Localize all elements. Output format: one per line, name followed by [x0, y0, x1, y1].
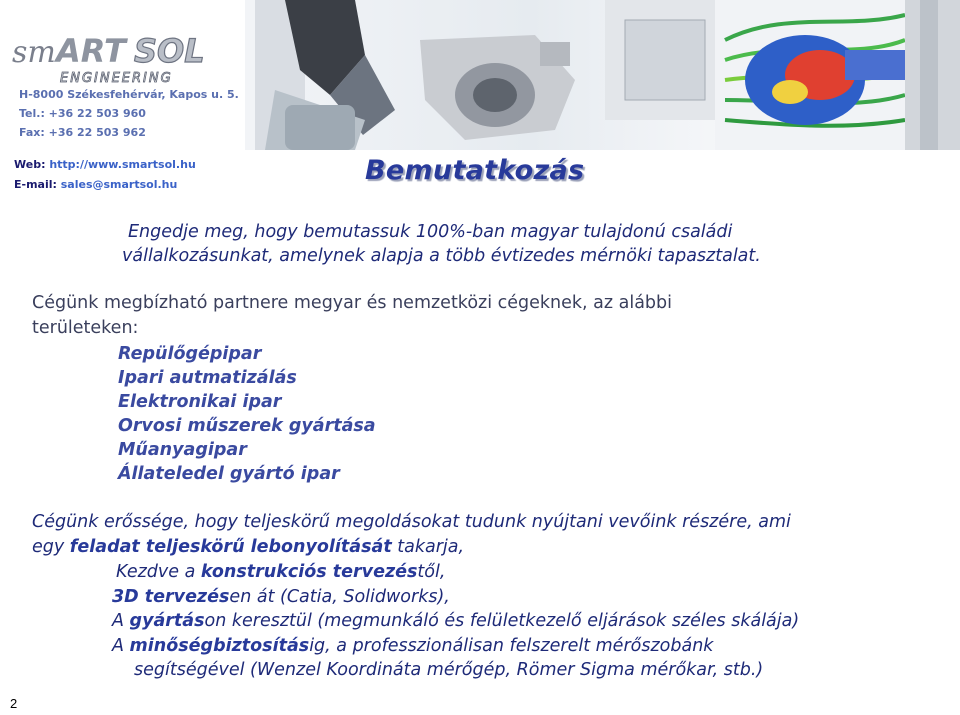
fax-text: Fax: +36 22 503 962 [19, 126, 146, 139]
email-link[interactable]: sales@smartsol.hu [60, 178, 178, 191]
intro-line-2: vállalkozásunkat, amelynek alapja a több évtizedes mérnöki tapasztalat. [122, 246, 761, 266]
area-item-plastics: Műanyagipar [118, 440, 247, 460]
logo-text-sm: sm [12, 35, 56, 70]
email-line [14, 178, 177, 191]
strength-line-5: A gyártáson keresztül (megmunkáló és felületkezelő eljárások széles skálája) [112, 611, 800, 631]
page-title: Bemutatkozás [365, 155, 585, 186]
logo-text-art: ART [56, 32, 126, 70]
strength-line-7: segítségével (Wenzel Koordináta mérőgép, Römer Sigma mérőkar, stb.) [134, 660, 764, 680]
strength-line-6: A minőségbiztosításig, a professzionálisan felszerelt mérőszobánk [112, 636, 714, 656]
area-item-automation: Ipari autmatizálás [118, 368, 297, 388]
area-item-petfood: Állateledel gyártó ipar [118, 464, 340, 484]
email-label: E-mail: [14, 178, 57, 191]
tel-text: Tel.: +36 22 503 960 [19, 107, 146, 120]
partner-line-1: Cégünk megbízható partnere megyar és nemzetközi cégeknek, az alábbi [32, 293, 673, 313]
strength-line-2: egy feladat teljeskörű lebonyolítását takarja, [32, 537, 465, 557]
area-item-aviation: Repülőgépipar [118, 344, 262, 364]
company-logo [10, 18, 238, 86]
strength-line-1: Cégünk erőssége, hogy teljeskörű megoldásokat tudunk nyújtani vevőink részére, ami [32, 512, 791, 532]
header-banner-image [245, 0, 960, 150]
address-text: H-8000 Székesfehérvár, Kapos u. 5. [19, 88, 239, 101]
area-item-electronics: Elektronikai ipar [118, 392, 282, 412]
web-line [14, 158, 196, 171]
page-number: 2 [10, 696, 18, 711]
web-label: Web: [14, 158, 46, 171]
partner-line-2: területeken: [32, 318, 139, 338]
web-link[interactable]: http://www.smartsol.hu [49, 158, 196, 171]
logo-text-engineering: ENGINEERING [60, 71, 173, 86]
logo-text-sol: SOL [134, 32, 205, 70]
strength-line-3: Kezdve a konstrukciós tervezéstől, [116, 562, 446, 582]
area-item-medical: Orvosi műszerek gyártása [118, 416, 376, 436]
intro-line-1: Engedje meg, hogy bemutassuk 100%-ban magyar tulajdonú családi [128, 222, 733, 242]
strength-line-4: 3D tervezésen át (Catia, Solidworks), [112, 587, 450, 607]
